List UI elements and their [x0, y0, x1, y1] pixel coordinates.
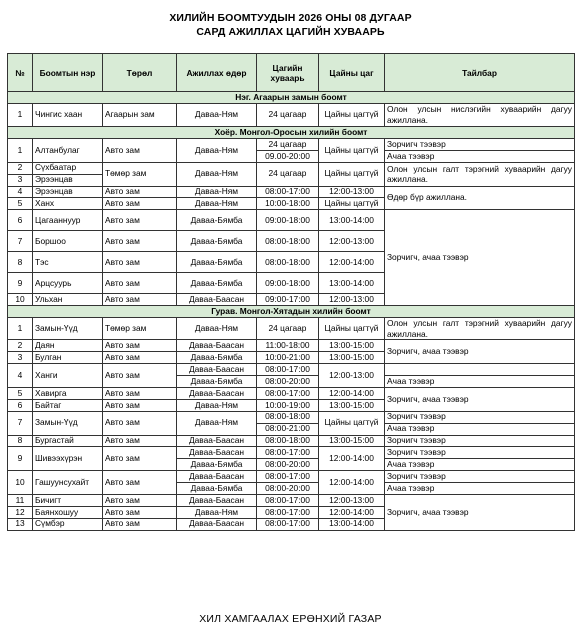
cell-note: Олон улсын нислэгийн хуваарийн дагуу ажиллана.	[385, 104, 575, 127]
section-title-air: Нэг. Агаарын замын боомт	[8, 92, 575, 104]
cell-type: Авто зам	[103, 518, 177, 530]
cell-schedule: 24 цагаар	[257, 162, 319, 186]
cell-type: Агаарын зам	[103, 104, 177, 127]
cell-days: Даваа-Ням	[177, 198, 257, 210]
cell-type: Авто зам	[103, 435, 177, 447]
cell-num: 3	[8, 352, 33, 364]
cell-days: Даваа-Бямба	[177, 252, 257, 273]
cell-break: Цайны цагтүй	[319, 162, 385, 186]
cell-name: Замын-Үүд	[33, 318, 103, 340]
cell-schedule: 08:00-17:00	[257, 387, 319, 399]
cell-break: Цайны цагтүй	[319, 139, 385, 163]
cell-break: 12:00-14:00	[319, 252, 385, 273]
header-break: Цайны цаг	[319, 54, 385, 92]
cell-schedule: 09:00-18:00	[257, 273, 319, 294]
cell-schedule: 08:00-18:00	[257, 435, 319, 447]
cell-name: Байтаг	[33, 399, 103, 411]
table-row	[8, 435, 575, 447]
table-row	[8, 139, 575, 151]
cell-num: 8	[8, 435, 33, 447]
cell-num: 6	[8, 399, 33, 411]
cell-name: Арцсуурь	[33, 273, 103, 294]
cell-schedule: 09:00-17:00	[257, 294, 319, 306]
cell-name: Ханх	[33, 198, 103, 210]
header-name: Боомтын нэр	[33, 54, 103, 92]
cell-note	[385, 364, 575, 376]
cell-type: Төмөр зам	[103, 162, 177, 186]
cell-name: Цагааннуур	[33, 210, 103, 231]
table-row	[8, 364, 575, 376]
cell-break: 12:00-13:00	[319, 495, 385, 507]
table-row	[8, 340, 575, 352]
cell-num: 10	[8, 294, 33, 306]
cell-note: Зорчигч тээвэр	[385, 411, 575, 423]
cell-break: Цайны цагтүй	[319, 411, 385, 435]
cell-type: Авто зам	[103, 210, 177, 231]
cell-days: Даваа-Ням	[177, 506, 257, 518]
document-title-line-1: ХИЛИЙН БООМТУУДЫН 2026 ОНЫ 08 ДУГААР	[169, 12, 412, 24]
cell-type: Авто зам	[103, 231, 177, 252]
cell-num: 5	[8, 387, 33, 399]
cell-type: Авто зам	[103, 364, 177, 388]
cell-note: Зорчигч тээвэр	[385, 139, 575, 151]
cell-schedule: 24 цагаар	[257, 318, 319, 340]
cell-note: Зорчигч, ачаа тээвэр	[385, 387, 575, 411]
cell-note: Зорчигч тээвэр	[385, 471, 575, 483]
table-row	[8, 387, 575, 399]
cell-break: 12:00-13:00	[319, 364, 385, 388]
cell-schedule: 08:00-18:00	[257, 411, 319, 423]
cell-break: 12:00-14:00	[319, 387, 385, 399]
cell-schedule: 24 цагаар	[257, 139, 319, 151]
cell-name: Замын-Үүд	[33, 411, 103, 435]
cell-num: 9	[8, 273, 33, 294]
cell-type: Авто зам	[103, 340, 177, 352]
table-row	[8, 471, 575, 483]
cell-type: Авто зам	[103, 399, 177, 411]
cell-num: 1	[8, 104, 33, 127]
cell-break: 12:00-13:00	[319, 231, 385, 252]
cell-note: Ачаа тээвэр	[385, 150, 575, 162]
cell-break: 13:00-15:00	[319, 399, 385, 411]
cell-days: Даваа-Баасан	[177, 471, 257, 483]
cell-schedule: 11:00-18:00	[257, 340, 319, 352]
cell-schedule: 08:00-17:00	[257, 518, 319, 530]
cell-days: Даваа-Баасан	[177, 518, 257, 530]
cell-type: Авто зам	[103, 186, 177, 198]
cell-days: Даваа-Ням	[177, 139, 257, 163]
cell-break: 12:00-13:00	[319, 186, 385, 198]
cell-days: Даваа-Ням	[177, 104, 257, 127]
header-row	[8, 54, 575, 92]
cell-days: Даваа-Баасан	[177, 387, 257, 399]
cell-type: Авто зам	[103, 471, 177, 495]
cell-note: Ачаа тээвэр	[385, 376, 575, 388]
cell-schedule: 08:00-17:00	[257, 506, 319, 518]
cell-days: Даваа-Бямба	[177, 483, 257, 495]
section-title-russia: Хоёр. Монгол-Оросын хилийн боомт	[8, 127, 575, 139]
cell-note: Ачаа тээвэр	[385, 459, 575, 471]
cell-note: Өдөр бүр ажиллана.	[385, 186, 575, 210]
cell-days: Даваа-Бямба	[177, 273, 257, 294]
table-row	[8, 411, 575, 423]
header-type: Төрөл	[103, 54, 177, 92]
section-row-russia	[8, 127, 575, 139]
cell-schedule: 08:00-20:00	[257, 459, 319, 471]
cell-days: Даваа-Баасан	[177, 340, 257, 352]
cell-type: Авто зам	[103, 252, 177, 273]
cell-break: 13:00-14:00	[319, 210, 385, 231]
cell-schedule: 08:00-17:00	[257, 364, 319, 376]
cell-note: Олон улсын галт тэрэгний хуваарийн дагуу ажиллана.	[385, 318, 575, 340]
cell-days: Даваа-Баасан	[177, 447, 257, 459]
cell-break: Цайны цагтүй	[319, 104, 385, 127]
cell-name: Алтанбулаг	[33, 139, 103, 163]
cell-num: 12	[8, 506, 33, 518]
cell-num: 1	[8, 139, 33, 163]
cell-num: 6	[8, 210, 33, 231]
cell-days: Даваа-Ням	[177, 411, 257, 435]
cell-break: 12:00-14:00	[319, 471, 385, 495]
cell-name: Тэс	[33, 252, 103, 273]
cell-break: 12:00-13:00	[319, 294, 385, 306]
cell-type: Авто зам	[103, 352, 177, 364]
cell-break: 13:00-14:00	[319, 518, 385, 530]
cell-schedule: 08:00-17:00	[257, 471, 319, 483]
cell-schedule: 24 цагаар	[257, 104, 319, 127]
cell-days: Даваа-Ням	[177, 186, 257, 198]
header-schedule: Цагийн хуваарь	[257, 54, 319, 92]
table-row	[8, 318, 575, 340]
cell-days: Даваа-Бямба	[177, 231, 257, 252]
section-row-china	[8, 306, 575, 318]
cell-num: 4	[8, 364, 33, 388]
cell-name: Даян	[33, 340, 103, 352]
table-row	[8, 186, 575, 198]
cell-name: Шивээхүрэн	[33, 447, 103, 471]
cell-days: Даваа-Бямба	[177, 459, 257, 471]
cell-name: Ханги	[33, 364, 103, 388]
cell-schedule: 08:00-17:00	[257, 447, 319, 459]
cell-num: 2	[8, 340, 33, 352]
cell-num: 1	[8, 318, 33, 340]
cell-name: Сүмбэр	[33, 518, 103, 530]
cell-note: Зорчигч тээвэр	[385, 435, 575, 447]
cell-num: 10	[8, 471, 33, 495]
cell-break: Цайны цагтүй	[319, 318, 385, 340]
cell-schedule: 10:00-21:00	[257, 352, 319, 364]
cell-name: Баянхошуу	[33, 506, 103, 518]
cell-break: Цайны цагтүй	[319, 198, 385, 210]
cell-type: Авто зам	[103, 411, 177, 435]
cell-type: Төмөр зам	[103, 318, 177, 340]
header-days: Ажиллах өдөр	[177, 54, 257, 92]
cell-name: Эрээнцав	[33, 186, 103, 198]
cell-schedule: 08:00-17:00	[257, 186, 319, 198]
header-note: Тайлбар	[385, 54, 575, 92]
cell-schedule: 08:00-20:00	[257, 483, 319, 495]
cell-days: Даваа-Бямба	[177, 210, 257, 231]
cell-days: Даваа-Бямба	[177, 376, 257, 388]
cell-days: Даваа-Баасан	[177, 495, 257, 507]
cell-days: Даваа-Ням	[177, 318, 257, 340]
section-title-china: Гурав. Монгол-Хятадын хилийн боомт	[8, 306, 575, 318]
cell-schedule: 08:00-21:00	[257, 423, 319, 435]
cell-num: 7	[8, 411, 33, 435]
cell-note: Олон улсын галт тэрэгний хуваарийн дагуу ажиллана.	[385, 162, 575, 186]
cell-break: 12:00-14:00	[319, 447, 385, 471]
cell-schedule: 10:00-19:00	[257, 399, 319, 411]
border-schedule-table	[7, 53, 575, 531]
document-title-line-2: САРД АЖИЛЛАХ ЦАГИЙН ХУВААРЬ	[196, 26, 385, 38]
cell-type: Авто зам	[103, 447, 177, 471]
section-row-air	[8, 92, 575, 104]
cell-type: Авто зам	[103, 294, 177, 306]
cell-note: Зорчигч тээвэр	[385, 447, 575, 459]
cell-days: Даваа-Баасан	[177, 435, 257, 447]
cell-num: 11	[8, 495, 33, 507]
table-row	[8, 210, 575, 231]
cell-break: 13:00-14:00	[319, 273, 385, 294]
cell-schedule: 09.00-20:00	[257, 150, 319, 162]
cell-note: Ачаа тээвэр	[385, 483, 575, 495]
cell-note: Ачаа тээвэр	[385, 423, 575, 435]
cell-schedule: 08:00-17:00	[257, 495, 319, 507]
table-row	[8, 495, 575, 507]
issuing-agency: ХИЛ ХАМГААЛАХ ЕРӨНХИЙ ГАЗАР	[199, 613, 382, 625]
cell-schedule: 08:00-18:00	[257, 231, 319, 252]
cell-name: Хавирга	[33, 387, 103, 399]
cell-num: 7	[8, 231, 33, 252]
cell-name: Бичигт	[33, 495, 103, 507]
table-row	[8, 447, 575, 459]
cell-name: Чингис хаан	[33, 104, 103, 127]
table-row	[8, 104, 575, 127]
cell-name: Ульхан	[33, 294, 103, 306]
cell-num: 4	[8, 186, 33, 198]
cell-schedule: 08:00-18:00	[257, 252, 319, 273]
cell-num: 13	[8, 518, 33, 530]
cell-days: Даваа-Бямба	[177, 352, 257, 364]
cell-name: Эрээнцав	[33, 174, 103, 186]
cell-type: Авто зам	[103, 506, 177, 518]
cell-break: 13:00-15:00	[319, 435, 385, 447]
cell-num: 9	[8, 447, 33, 471]
cell-name: Гашуунсухайт	[33, 471, 103, 495]
cell-type: Авто зам	[103, 139, 177, 163]
cell-num: 2	[8, 162, 33, 174]
cell-schedule: 10:00-18:00	[257, 198, 319, 210]
cell-days: Даваа-Баасан	[177, 294, 257, 306]
cell-schedule: 08:00-20:00	[257, 376, 319, 388]
cell-name: Бургастай	[33, 435, 103, 447]
cell-days: Даваа-Баасан	[177, 364, 257, 376]
cell-note: Зорчигч, ачаа тээвэр	[385, 495, 575, 531]
cell-days: Даваа-Ням	[177, 399, 257, 411]
cell-num: 5	[8, 198, 33, 210]
cell-break: 13:00-15:00	[319, 352, 385, 364]
cell-name: Боршоо	[33, 231, 103, 252]
cell-type: Авто зам	[103, 273, 177, 294]
cell-num: 3	[8, 174, 33, 186]
cell-type: Авто зам	[103, 495, 177, 507]
cell-num: 8	[8, 252, 33, 273]
cell-note: Зорчигч, ачаа тээвэр	[385, 210, 575, 306]
header-num: №	[8, 54, 33, 92]
cell-break: 12:00-14:00	[319, 506, 385, 518]
cell-name: Булган	[33, 352, 103, 364]
cell-days: Даваа-Ням	[177, 162, 257, 186]
cell-name: Сүхбаатар	[33, 162, 103, 174]
cell-note: Зорчигч, ачаа тээвэр	[385, 340, 575, 364]
cell-break: 13:00-15:00	[319, 340, 385, 352]
table-row	[8, 162, 575, 174]
cell-type: Авто зам	[103, 198, 177, 210]
cell-type: Авто зам	[103, 387, 177, 399]
cell-schedule: 09:00-18:00	[257, 210, 319, 231]
